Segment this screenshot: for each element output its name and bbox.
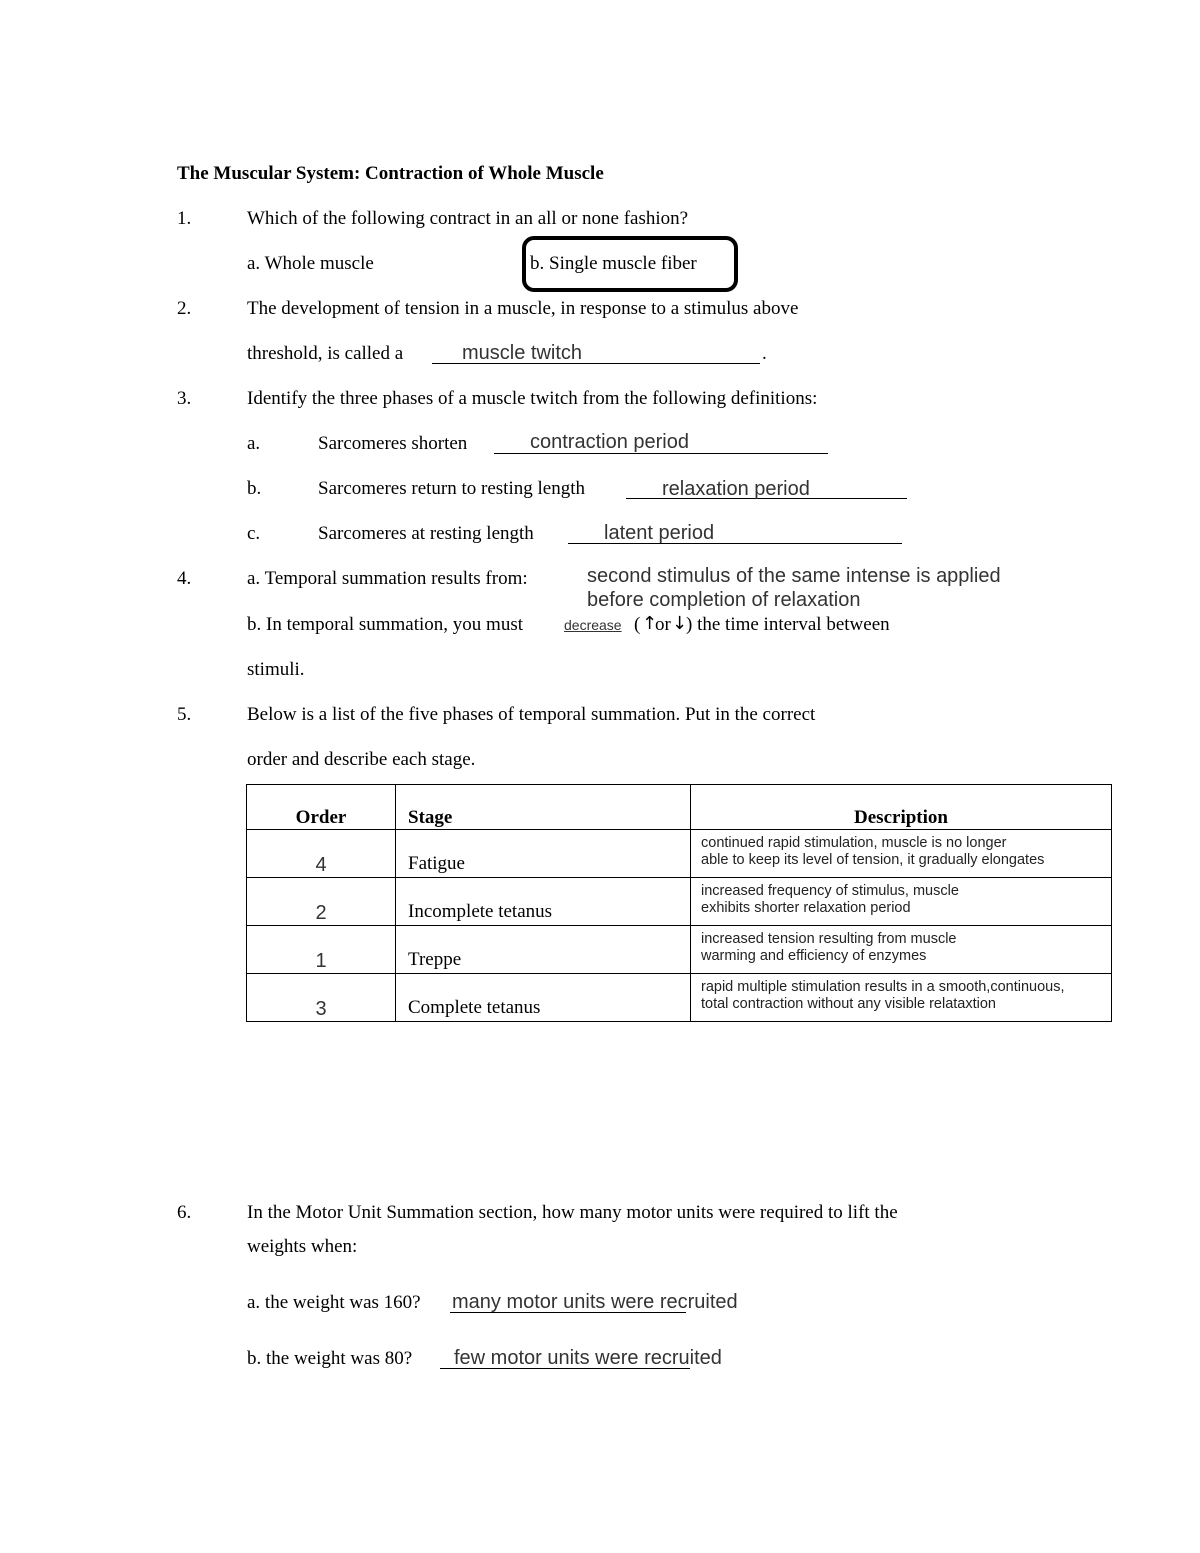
q3-item-b-letter: b. [247, 478, 262, 499]
q1-question: Which of the following contract in an all or none fashion? [247, 208, 689, 229]
q3-item-b-answer: relaxation period [662, 478, 810, 500]
q1-option-a: a. Whole muscle [247, 253, 374, 274]
q5-question-line1: Below is a list of the five phases of temporal summation. Put in the correct [247, 704, 816, 725]
q6-question-line1: In the Motor Unit Summation section, how many motor units were required to lift the [247, 1202, 898, 1223]
q3-item-a-answer: contraction period [530, 431, 689, 453]
q4-a-answer-line1: second stimulus of the same intense is applied [587, 565, 1001, 587]
down-arrow-icon: ↓ [672, 613, 688, 634]
row-description-line2: total contraction without any visible relataxtion [701, 996, 996, 1012]
q2-number: 2. [177, 298, 192, 319]
table-row [247, 830, 1112, 878]
row-description [691, 830, 1112, 878]
q6-number: 6. [177, 1202, 192, 1223]
q3-item-a-letter: a. [247, 433, 261, 454]
row-description-line1: increased frequency of stimulus, muscle [701, 883, 959, 899]
row-description-line2: exhibits shorter relaxation period [701, 900, 911, 916]
q3-item-c-answer: latent period [604, 522, 715, 544]
row-order: 3 [247, 974, 396, 1022]
q4-a-answer-line2: before completion of relaxation [587, 589, 861, 611]
q2-question-line1: The development of tension in a muscle, in response to a stimulus above [247, 298, 799, 319]
row-stage: Treppe [396, 926, 691, 974]
q4-b-question: b. In temporal summation, you must [247, 614, 524, 635]
header-order: Order [247, 785, 396, 830]
row-order: 4 [247, 830, 396, 878]
up-arrow-icon: ↑ [642, 613, 658, 634]
q6-a-answer: many motor units were recruited [452, 1291, 738, 1313]
q1-option-b: b. Single muscle fiber [530, 253, 697, 274]
table-row [247, 974, 1112, 1022]
worksheet-title: The Muscular System: Contraction of Whole Muscle [177, 163, 604, 184]
q4-b-paren-open: ( [634, 614, 641, 635]
table-row [247, 878, 1112, 926]
header-stage: Stage [396, 785, 691, 830]
row-description-line2: able to keep its level of tension, it gradually elongates [701, 852, 1045, 868]
q3-item-c-letter: c. [247, 523, 261, 544]
q4-a-question: a. Temporal summation results from: [247, 568, 528, 589]
q6-b-answer: few motor units were recruited [454, 1347, 722, 1369]
q5-number: 5. [177, 704, 192, 725]
phases-table [246, 784, 1112, 1022]
q4-b-answer: decrease [564, 617, 622, 633]
row-description-line1: increased tension resulting from muscle [701, 931, 957, 947]
row-stage: Incomplete tetanus [396, 878, 691, 926]
q3-item-a-text: Sarcomeres shorten [318, 433, 468, 454]
q4-b-rest: ) the time interval between [686, 614, 890, 635]
table-row [247, 926, 1112, 974]
q2-period: . [762, 343, 767, 364]
header-description: Description [691, 785, 1112, 830]
q1-number: 1. [177, 208, 192, 229]
q6-b-question: b. the weight was 80? [247, 1348, 413, 1369]
q4-b-line2: stimuli. [247, 659, 305, 680]
row-description-line1: continued rapid stimulation, muscle is no longer [701, 835, 1007, 851]
row-description [691, 926, 1112, 974]
row-description [691, 878, 1112, 926]
q4-b-or: or [655, 614, 671, 635]
q3-number: 3. [177, 388, 192, 409]
q6-question-line2: weights when: [247, 1236, 358, 1257]
q2-answer: muscle twitch [462, 342, 583, 364]
row-order: 1 [247, 926, 396, 974]
row-stage: Fatigue [396, 830, 691, 878]
q5-question-line2: order and describe each stage. [247, 749, 476, 770]
q3-item-c-text: Sarcomeres at resting length [318, 523, 534, 544]
row-stage: Complete tetanus [396, 974, 691, 1022]
row-description-line2: warming and efficiency of enzymes [701, 948, 927, 964]
q6-a-question: a. the weight was 160? [247, 1292, 421, 1313]
row-description-line1: rapid multiple stimulation results in a smooth,continuous, [701, 979, 1065, 995]
row-description [691, 974, 1112, 1022]
q3-item-b-text: Sarcomeres return to resting length [318, 478, 585, 499]
q2-question-line2: threshold, is called a [247, 343, 404, 364]
q3-question: Identify the three phases of a muscle twitch from the following definitions: [247, 388, 818, 409]
table-header-row [247, 785, 1112, 830]
row-order: 2 [247, 878, 396, 926]
q4-number: 4. [177, 568, 192, 589]
